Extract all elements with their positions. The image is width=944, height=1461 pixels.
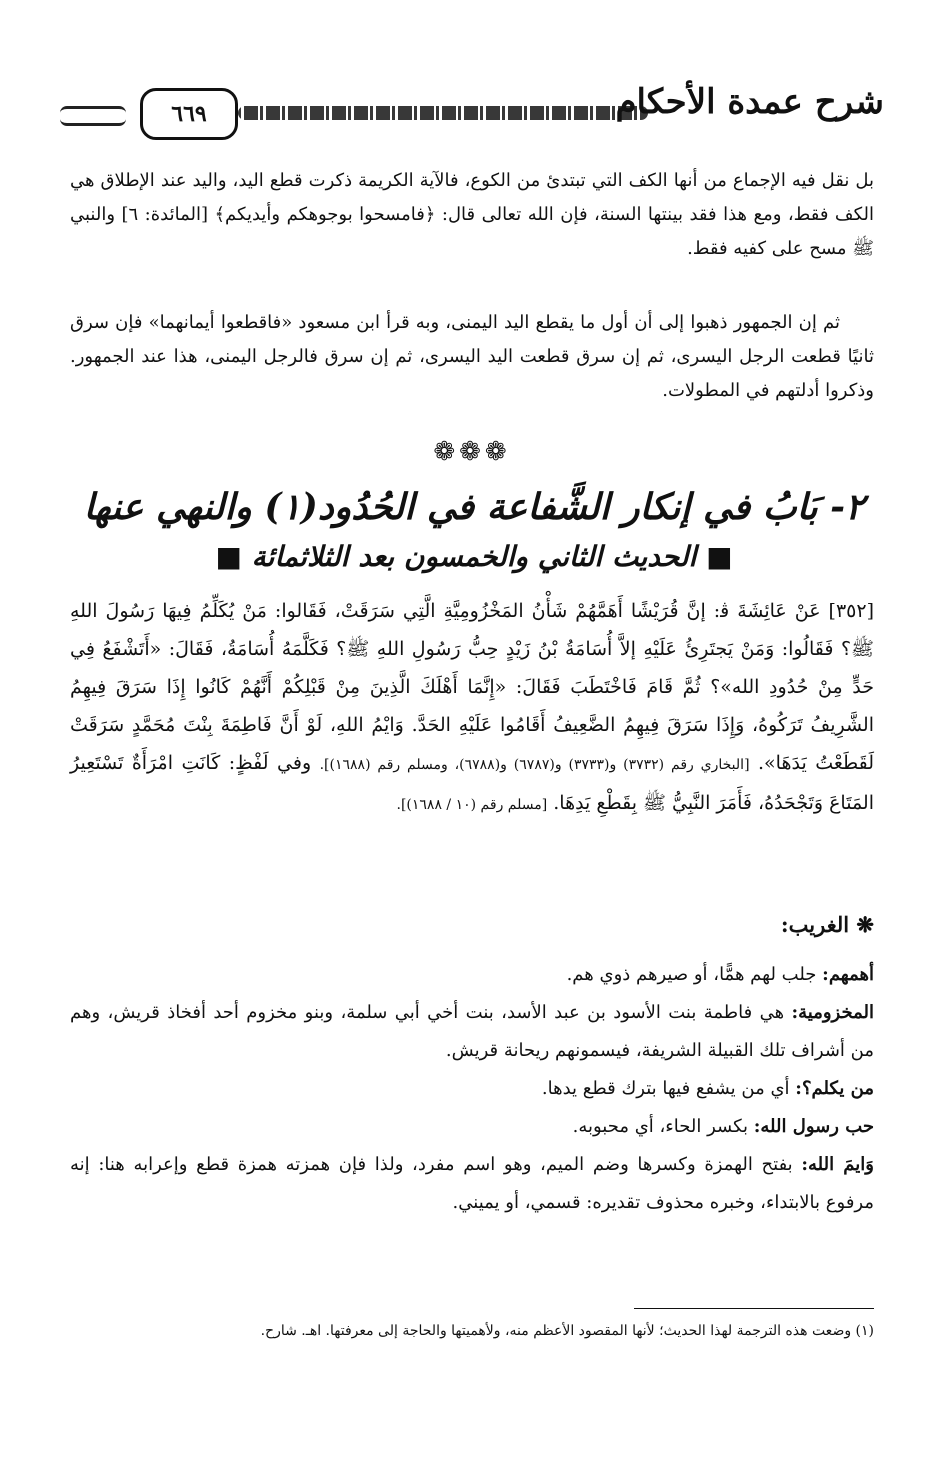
ornament-chain (238, 106, 648, 120)
glossary-def: هي فاطمة بنت الأسود بن عبد الأسد، بنت أخي أبي سلمة، وبنو مخزوم أحد أفخاذ قريش، وهم من أشراف تلك القبيلة الشريفة، فيسمونهم ريحانة قريش. (70, 1002, 874, 1061)
hadith-variant: وفي لَفْظٍ: كَانَتِ امْرَأَةٌ تَسْتَعِيرُ المَتَاعَ وَتَجْحَدُهُ، فَأَمَرَ النَّبِيُّ ﷺ بِقَطْعِ يَدِهَا. (70, 752, 874, 814)
glossary-def: بكسر الحاء، أي محبوبه. (572, 1116, 749, 1137)
glossary-term: وَايمَ الله: (801, 1154, 874, 1175)
section-divider: ❁❁❁ (433, 437, 511, 467)
hadith-reference: [البخاري رقم (٣٧٣٢) و(٣٧٣٣) و(٦٧٨٧) و(٦٧٨٨)، ومسلم رقم (١٦٨٨)]. (319, 757, 750, 773)
paragraph-text: ثم إن الجمهور ذهبوا إلى أن أول ما يقطع اليد اليمنى، وبه قرأ ابن مسعود «فاقطعوا أيمانهما» فإن سرق ثانيًا قطعت الرجل اليسرى، ثم إن سرق قطعت اليد اليسرى، ثم إن سرق فالرجل اليمنى، هذا عند الجمهور. وذكروا أدلتهم في المطولات. (70, 312, 874, 401)
glossary-def: جلب لهم همًّا، أو صيرهم ذوي هم. (566, 964, 817, 985)
chapter-title: ٢- بَابُ في إنكار الشَّفاعة في الحُدُود(١) والنهي عنها (83, 486, 865, 528)
glossary-item (70, 956, 874, 994)
page-number: ٦٦٩ (140, 88, 238, 140)
gharib-heading: ❋ الغريب: (780, 912, 874, 937)
intro-paragraph-2 (70, 306, 874, 408)
hadith-text (70, 592, 874, 824)
hadith-body: [٣٥٢] عَنْ عَائِشَةَ ﭬ: إنَّ قُرَيْشًا أَهَمَّهُمْ شَأْنُ المَخْزُومِيَّةِ الَّتِي سَرَقَتْ، فَقَالوا: مَنْ يُكَلِّمُ فِيهَا رَسُولَ اللهِ ﷺ؟ فَقَالُوا: وَمَنْ يَجتَرِئُ عَلَيْهِ إلاَّ أُسَامَةُ بْنُ زَيْدٍ حِبُّ رَسُولِ اللهِ ﷺ؟ فَكَلَّمَهُ أُسَامَةُ، فَقَالَ: «أَتَشْفَعُ فِي حَدٍّ مِنْ حُدُودِ الله»؟ ثُمَّ قَامَ فَاخْتَطَبَ فَقَالَ: «إِنَّمَا أَهْلَكَ الَّذِينَ مِنْ قَبْلِكُمْ أَنَّهُمْ كَانُوا إِذَا سَرَقَ فِيهِمُ الشَّرِيفُ تَرَكُوهُ، وَإِذَا سَرَقَ فِيهِمُ الضَّعِيفُ أَقَامُوا عَلَيْهِ الحَدَّ. وَايْمُ اللهِ، لَوْ أَنَّ فَاطِمَةَ بِنْتَ مُحَمَّدٍ سَرَقَتْ لَقَطَعْتُ يَدَهَا». (70, 600, 875, 774)
glossary-def: بفتح الهمزة وكسرها وضم الميم، وهو اسم مفرد، ولذا فإن همزته همزة قطع وإعرابه هنا: إنه مرفوع بالابتداء، وخبره محذوف تقديره: قسمي، أو يميني. (70, 1154, 874, 1213)
hadith-title: ■ الحديث الثاني والخمسون بعد الثلاثمائة ■ (215, 540, 733, 573)
page-header (52, 78, 882, 142)
glossary-item (70, 994, 874, 1070)
glossary (70, 956, 874, 1222)
variant-reference: [مسلم رقم (١٠ / ١٦٨٨)]. (396, 797, 548, 813)
ornament-left (60, 106, 126, 126)
glossary-term: من يكلم؟: (795, 1078, 874, 1099)
footnote: (١) وضعت هذه الترجمة لهذا الحديث؛ لأنها المقصود الأعظم منه، ولأهميتها والحاجة إلى معرفتها. اهـ. شارح. (260, 1323, 874, 1339)
glossary-term: المخزومية: (791, 1002, 874, 1023)
glossary-item (70, 1146, 874, 1222)
book-title: شرح عمدة الأحكام (615, 82, 884, 122)
glossary-term: أهمهم: (822, 964, 874, 985)
glossary-term: حب رسول الله: (753, 1116, 874, 1137)
intro-paragraph-1 (70, 164, 874, 266)
glossary-def: أي من يشفع فيها بترك قطع يدها. (541, 1078, 790, 1099)
glossary-item (70, 1108, 874, 1146)
footnote-rule (634, 1308, 874, 1309)
glossary-item (70, 1070, 874, 1108)
paragraph-text: بل نقل فيه الإجماع من أنها الكف التي تبتدئ من الكوع، فالآية الكريمة ذكرت قطع اليد، واليد عند الإطلاق هي الكف فقط، ومع هذا فقد بينتها السنة، فإن الله تعالى قال: ﴿فامسحوا بوجوهكم وأيديكم﴾ [المائدة: ٦] والنبي ﷺ مسح على كفيه فقط. (70, 170, 874, 259)
